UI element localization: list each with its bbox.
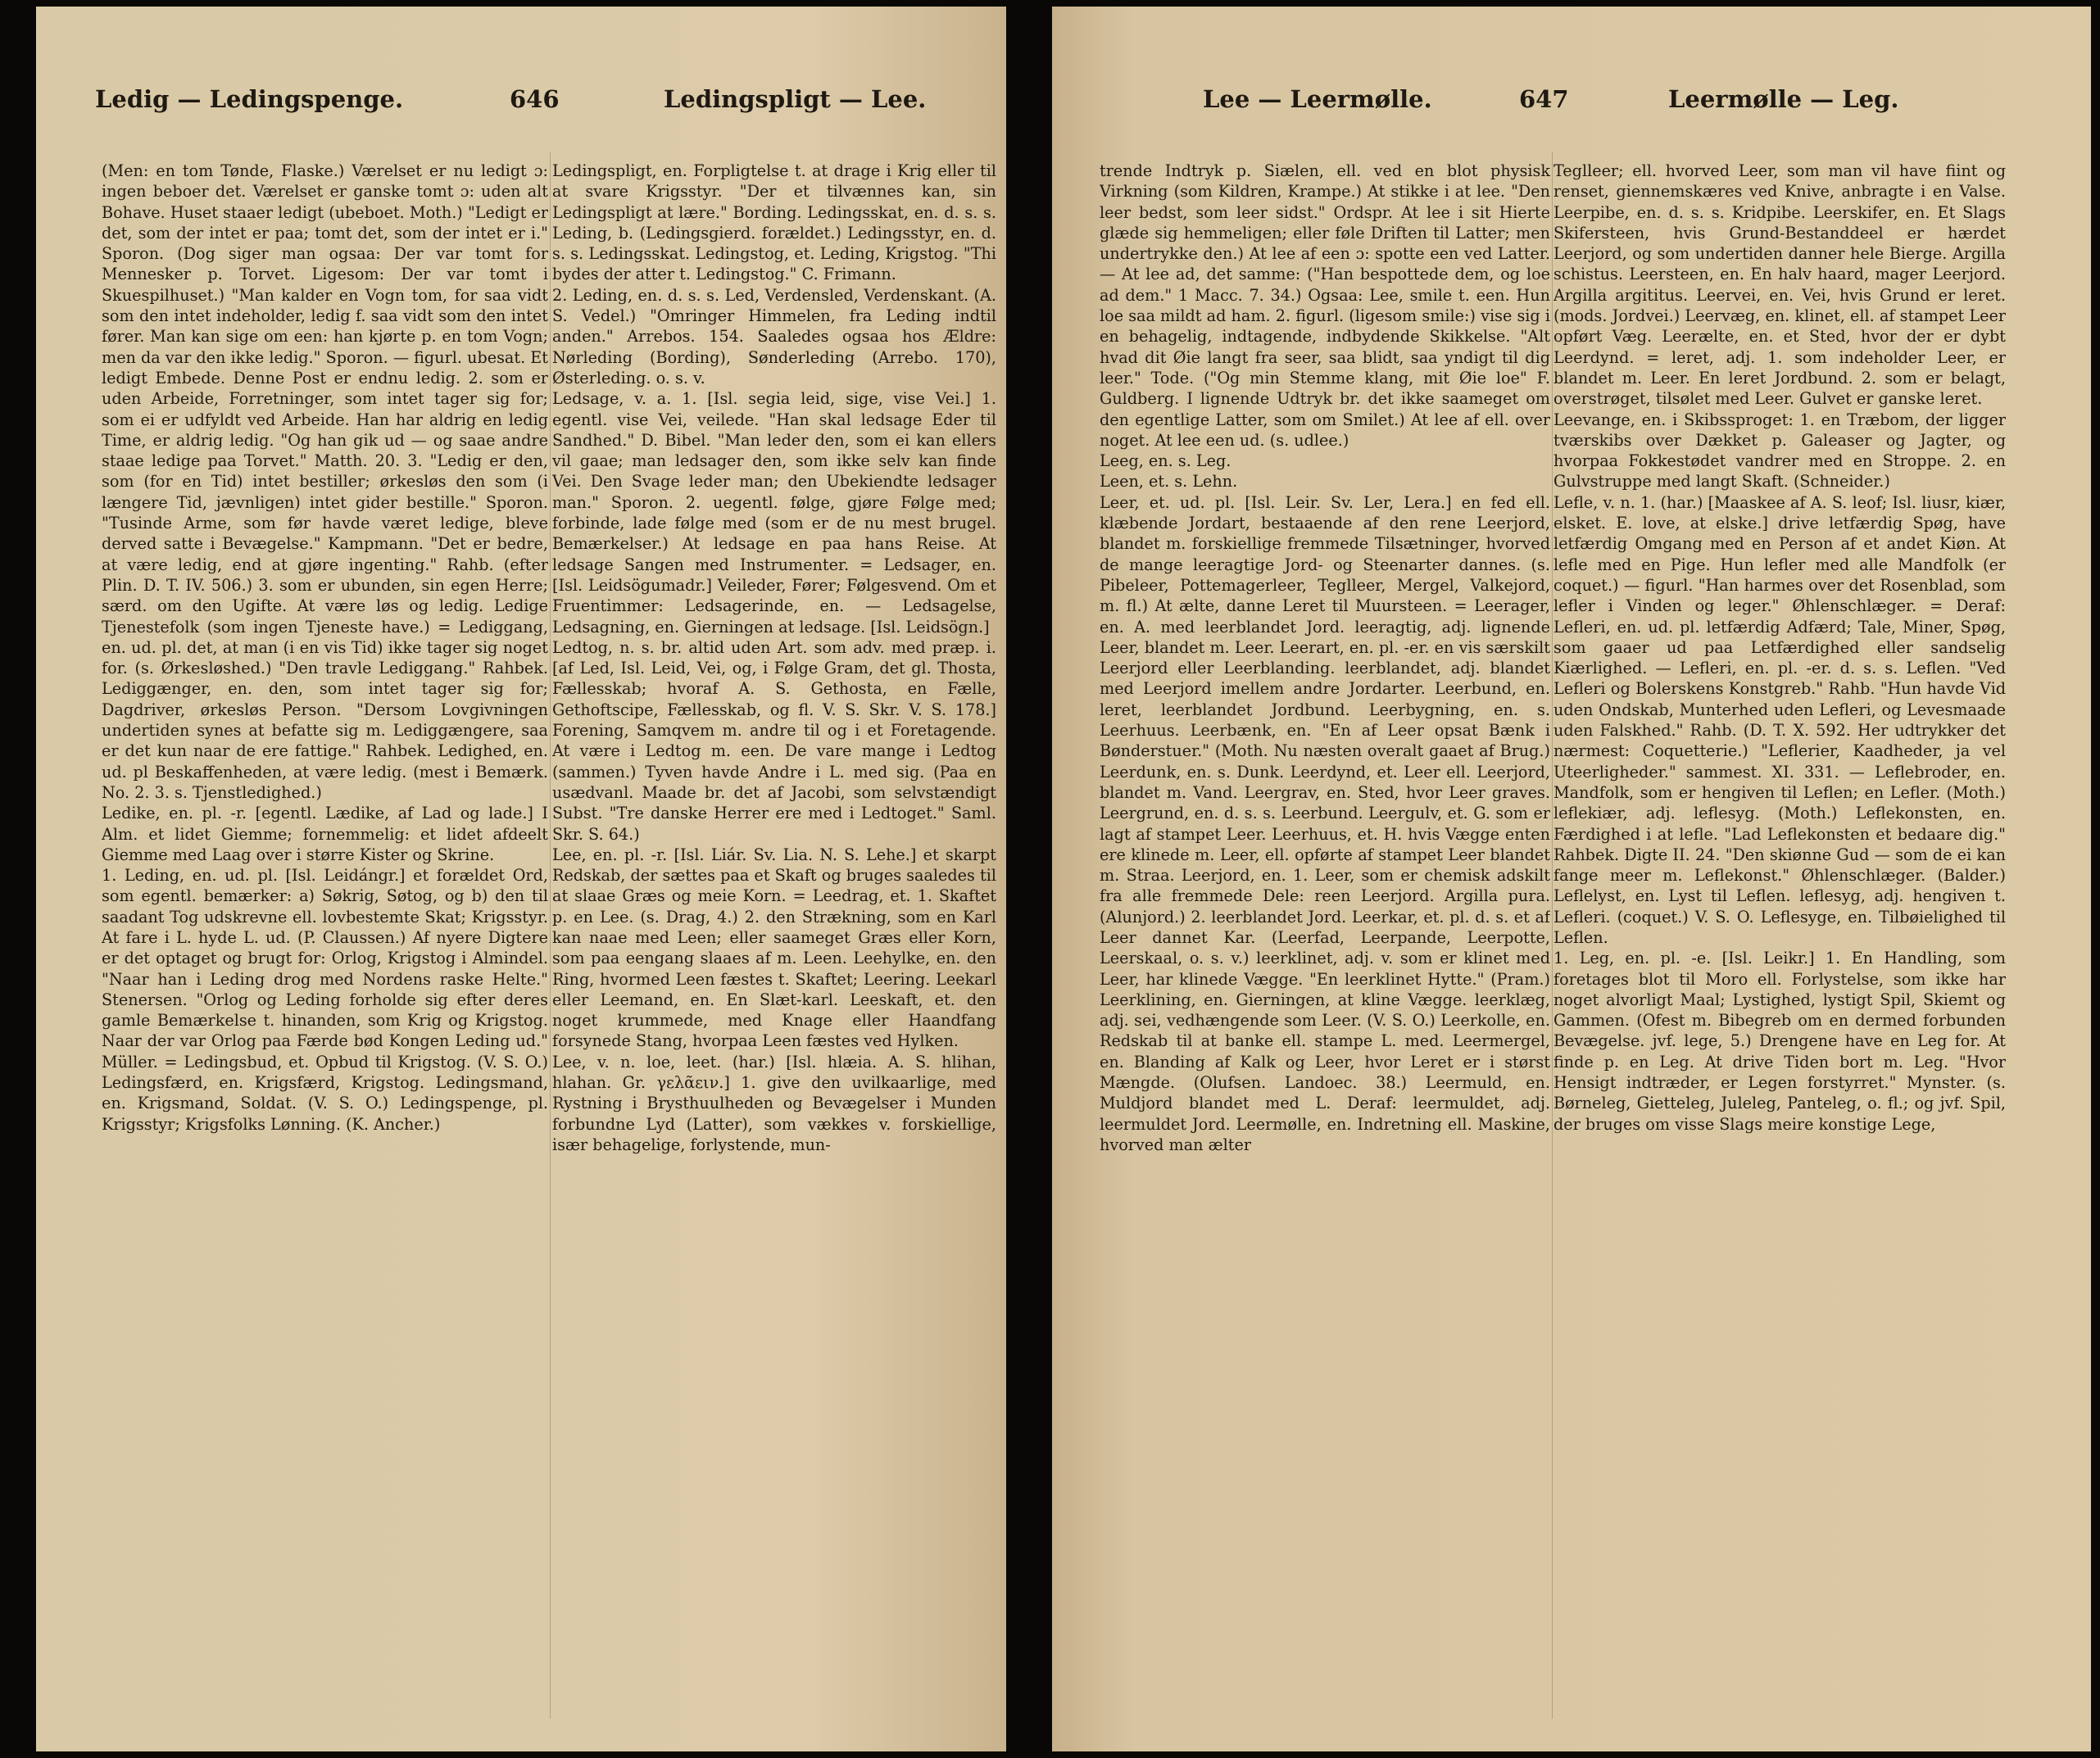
dictionary-entry: 1. Leg, en. pl. -e. [Isl. Leikr.] 1. En Handling, som foretages blot til Moro ell. Forlystelse, som ikke har noget alvorligt Maal; Lystighed, lystigt Spil, Skiemt og Gammen. (Ofest m. Bibegreb om en dermed forbunden Bevægelse. jvf. lege, 5.) Drengene have en Leg for. At finde p. en Leg. At drive Tiden bort m. Leg. "Hvor Hensigt indtræder, er Legen forstyrret." Mynster. (s. Børneleg, Gietteleg, Juleleg, Panteleg, o. fl.; og jvf. Spil, der bruges om visse Slags meire konstige Lege, (1553, 949, 2006, 1134)
text-column-2 (1553, 161, 2006, 1725)
dictionary-entry: (Men: en tom Tønde, Flaske.) Værelset er nu ledigt ɔ: ingen beboer det. Værelset er ganske tomt ɔ: uden alt Bohave. Huset staaer ledigt (ubeboet. Moth.) "Ledigt er det, som der intet er paa; tomt det, som der intet er i." Sporon. (Dog siger man ogsaa: Der var tomt for Mennesker p. Torvet. Ligesom: Der var tomt i Skuespilhuset.) "Man kalder en Vogn tom, for saa vidt som den intet indeholder, ledig f. saa vidt som den intet fører. Man kan sige om een: han kjørte p. en tom Vogn; men da var den ikke ledig." Sporon. — figurl. ubesat. Et ledigt Embede. Denne Post er endnu ledig. 2. som er uden Arbeide, Forretninger, som intet tager sig for; som ei er udfyldt ved Arbeide. Han har aldrig en ledig Time, er aldrig ledig. "Og han gik ud — og saae andre staae ledige paa Torvet." Matth. 20. 3. "Ledig er den, som (for en Tid) intet bestiller; ørkesløs den som (i længere Tid, jævnligen) intet gider bestille." Sporon. "Tusinde Arme, som før havde været ledige, bleve derved satte i Bevægelse." Kampmann. "Det er bedre, at være ledig, end at gjøre ingenting." Rahb. (efter Plin. D. T. IV. 506.) 3. som er ubunden, sin egen Herre; særd. om den Ugifte. At være løs og ledig. Ledige Tjenestefolk (som ingen Tjeneste have.) = Lediggang, en. ud. pl. det, at man (i en vis Tid) ikke tager sig noget for. (s. Ørkesløshed.) "Den travle Lediggang." Rahbek. Lediggænger, en. den, som intet tager sig for; Dagdriver, ørkesløs Person. "Dersom Lovgivningen undertiden synes at befatte sig m. Lediggængere, saa er det kun naar de ere fattige." Rahbek. Ledighed, en. ud. pl Beskaffenheden, at være ledig. (mest i Bemærk. No. 2. 3. s. Tjenstledighed.) (102, 161, 548, 802)
header-left-catchword: Ledig — Ledingspenge. (95, 85, 404, 113)
text-column-2 (552, 161, 996, 1725)
page-number: 646 (510, 85, 560, 113)
left-page (36, 7, 1006, 1751)
dictionary-entry: 1. Leding, en. ud. pl. [Isl. Leidángr.] et forældet Ord, som egentl. bemærker: a) Søkrig, Søtog, og b) den til saadant Tog udskrevne ell. lovbestemte Skat; Krigsstyr. At fare i L. hyde L. ud. (P. Claussen.) Af nyere Digtere er det optaget og brugt for: Orlog, Krigstog i Almindel. "Naar han i Leding drog med Nordens raske Helte." Stenersen. "Orlog og Leding forholde sig efter deres gamle Bemærkelse t. hinanden, som Krig og Krigstog. Naar der var Orlog paa Færde bød Kongen Leding ud." Müller. = Ledingsbud, et. Opbud til Krigstog. (V. S. O.) Ledingsfærd, en. Krigsfærd, Krigstog. Ledingsmand, en. Krigsmand, Soldat. (V. S. O.) Ledingspenge, pl. Krigsstyr; Krigsfolks Lønning. (K. Ancher.) (102, 866, 548, 1134)
header-right-catchword: Leermølle — Leg. (1668, 85, 1899, 113)
text-column-1 (1100, 161, 1550, 1725)
dictionary-entry: Ledsage, v. a. 1. [Isl. segia leid, sige, vise Vei.] 1. egentl. vise Vei, veilede. "Han skal ledsage Eder til Sandhed." D. Bibel. "Man leder den, som ei kan ellers vil gaae; man ledsager den, som ikke selv kan finde Vei. Den Svage leder man; den Ubekiendte ledsager man." Sporon. 2. uegentl. følge, gjøre Følge med; forbinde, lade følge med (som er de nu mest brugel. Bemærkelser.) At ledsage en paa hans Reise. At ledsage Sangen med Instrumenter. = Ledsager, en. [Isl. Leidsögumadr.] Veileder, Fører; Følgesvend. Om et Fruentimmer: Ledsagerinde, en. — Ledsagelse, Ledsagning, en. Gierningen at ledsage. [Isl. Leidsögn.] (552, 389, 996, 637)
dictionary-entry: trende Indtryk p. Siælen, ell. ved en blot physisk Virkning (som Kildren, Krampe.) At stikke i at lee. "Den leer bedst, som leer sidst." Ordspr. At lee i sit Hierte glæde sig hemmeligen; eller føle Driften til Latter; men undertrykke den.) At lee af een ɔ: spotte een ved Latter. — At lee ad, det samme: ("Han bespottede dem, og loe ad dem." 1 Macc. 7. 34.) Ogsaa: Lee, smile t. een. Hun loe saa mildt ad ham. 2. figurl. (ligesom smile:) vise sig i en behagelig, indtagende, indbydende Skikkelse. "Alt hvad dit Øie langt fra seer, saa blidt, saa yndigt til dig leer." Tode. ("Og min Stemme klang, mit Øie loe" F. Guldberg. I lignende Udtryk br. det ikke saameget om den egentlige Latter, som om Smilet.) At lee af ell. over noget. At lee een ud. (s. udlee.) (1100, 161, 1550, 450)
dictionary-entry: Lee, en. pl. -r. [Isl. Liár. Sv. Lia. N. S. Lehe.] et skarpt Redskab, der sættes paa et Skaft og bruges saaledes til at slaae Græs og meie Korn. = Leedrag, et. 1. Skaftet p. en Lee. (s. Drag, 4.) 2. den Strækning, som en Karl kan naae med Leen; eller saameget Græs eller Korn, som paa eengang slaaes af m. Leen. Leehylke, en. den Ring, hvormed Leen fæstes t. Skaftet; Leering. Leekarl eller Leemand, en. En Slæt-karl. Leeskaft, et. den noget krummede, med Knage eller Haandfang forsynede Stang, hvorpaa Leen fæstes ved Hylken. (552, 845, 996, 1051)
column-divider (550, 152, 551, 1719)
dictionary-entry: Lefle, v. n. 1. (har.) [Maaskee af A. S. leof; Isl. liusr, kiær, elsket. E. love, at elske.] drive letfærdig Spøg, have letfærdig Omgang med en Person af et andet Kiøn. At lefle med en Pige. Hun lefler med alle Mandfolk (er coquet.) — figurl. "Han harmes over det Rosenblad, som lefler i Vinden og leger." Øhlenschlæger. = Deraf: Lefleri, en. ud. pl. letfærdig Adfærd; Tale, Miner, Spøg, som gaaer ud paa Letfærdighed eller sandselig Kiærlighed. — Lefleri, en. pl. -er. d. s. s. Leflen. "Ved Lefleri og Bolerskens Konstgreb." Rahb. "Hun havde Vid uden Ondskab, Munterhed uden Lefleri, og Levesmaade uden Falskhed." Rahb. (D. T. X. 592. Her udtrykker det nærmest: Coquetterie.) "Leflerier, Kaadheder, ja vel Uteerligheder." sammest. XI. 331. — Leflebroder, en. Mandfolk, som er hengiven til Leflen; en Lefler. (Moth.) leflekiær, adj. leflesyg. (Moth.) Leflekonsten, en. Færdighed i at lefle. "Lad Leflekonsten et bedaare dig." Rahbek. Digte II. 24. "Den skiønne Gud — som de ei kan fange meer m. Leflekonst." Øhlenschlæger. (Balder.) Leflelyst, en. Lyst til Leflen. leflesyg, adj. hengiven t. Lefleri. (coquet.) V. S. O. Leflesyge, en. Tilbøielighed til Leflen. (1553, 492, 2006, 947)
header-left-catchword: Lee — Leermølle. (1203, 85, 1432, 113)
page-number: 647 (1519, 85, 1569, 113)
dictionary-entry: Leevange, en. i Skibssproget: 1. en Træbom, der ligger tværskibs over Dækket p. Galeaser og Jagter, og hvorpaa Fokkestødet vandrer med en Stroppe. 2. en Gulvstruppe med langt Skaft. (Schneider.) (1553, 410, 2006, 492)
page-header (1052, 85, 2091, 133)
dictionary-entry: Teglleer; ell. hvorved Leer, som man vil have fiint og renset, giennemskæres ved Knive, anbragte i en Valse. Leerpibe, en. d. s. s. Kridpibe. Leerskifer, en. Et Slags Skifersteen, hvis Grund-Bestanddeel er hærdet Leerjord, og som undertiden danner hele Bierge. Argilla schistus. Leersteen, en. En halv haard, mager Leerjord. Argilla argititus. Leervei, en. Vei, hvis Grund er leret. (mods. Jordvei.) Leervæg, en. klinet, ell. af stampet Leer opført Væg. Leerælte, en. et Sted, hvor der er dybt Leerdynd. = leret, adj. 1. som indeholder Leer, er blandet m. Leer. En leret Jordbund. 2. som er belagt, overstrøget, tilsølet med Leer. Gulvet er ganske leret. (1553, 161, 2006, 409)
dictionary-entry: Lee, v. n. loe, leet. (har.) [Isl. hlæia. A. S. hlihan, hlahan. Gr. γελᾶειν.] 1. give den uvilkaarlige, med Rystning i Brysthuulheden og Bevægelser i Munden forbundne Lyd (Latter), som vækkes v. forskiellige, især behagelige, forlystende, mun- (552, 1052, 996, 1154)
text-column-1 (102, 161, 548, 1725)
dictionary-entry: Leen, et. s. Lehn. (1100, 472, 1238, 492)
dictionary-entry: Leeg, en. s. Leg. (1100, 451, 1231, 471)
dictionary-entry: Ledike, en. pl. -r. [egentl. Lædike, af Lad og lade.] I Alm. et lidet Giemme; fornemmelig: et lidet afdeelt Giemme med Laag over i større Kister og Skrine. (102, 804, 548, 864)
header-right-catchword: Ledingspligt — Lee. (664, 85, 927, 113)
dictionary-entry: 2. Leding, en. d. s. s. Led, Verdensled, Verdenskant. (A. S. Vedel.) "Omringer Himmelen, fra Leding indtil anden." Arrebos. 154. Saaledes ogsaa hos Ældre: Nørleding (Bording), Sønderleding (Arrebo. 170), Østerleding. o. s. v. (552, 285, 996, 387)
right-page (1052, 7, 2091, 1751)
dictionary-entry: Ledingspligt, en. Forpligtelse t. at drage i Krig eller til at svare Krigsstyr. "Der et tilvænnes kan, sin Ledingspligt at lære." Bording. Ledingsskat, en. d. s. s. Leding, b. (Ledingsgierd. forældet.) Ledingsstyr, en. d. s. s. Ledingsskat. Ledingstog, et. Leding, Krigstog. "Thi bydes der atter t. Ledingstog." C. Frimann. (552, 161, 996, 284)
column-divider (1552, 152, 1553, 1719)
dictionary-entry: Leer, et. ud. pl. [Isl. Leir. Sv. Ler, Lera.] en fed ell. klæbende Jordart, bestaaende af den rene Leerjord, blandet m. forskiellige fremmede Tilsætninger, hvorved de mange leeragtige Jord- og Steenarter dannes. (s. Pibeleer, Pottemagerleer, Teglleer, Mergel, Valkejord, m. fl.) At ælte, danne Leret til Muursteen. = Leerager, en. A. med leerblandet Jord. leeragtig, adj. lignende Leer, blandet m. Leer. Leerart, en. pl. -er. en vis særskilt Leerjord eller Leerblanding. leerblandet, adj. blandet med Leerjord imellem andre Jordarter. Leerbund, en. leret, leerblandet Jordbund. Leerbygning, en. s. Leerhuus. Leerbænk, en. "En af Leer opsat Bænk i Bønderstuer." (Moth. Nu næsten overalt gaaet af Brug.) Leerdunk, en. s. Dunk. Leerdynd, et. Leer ell. Leerjord, blandet m. Vand. Leergrav, en. Sted, hvor Leer graves. Leergrund, en. d. s. s. Leerbund. Leergulv, et. G. som er lagt af stampet Leer. Leerhuus, et. H. hvis Vægge enten ere klinede m. Leer, ell. opførte af stampet Leer blandet m. Straa. Leerjord, en. 1. Leer, som er chemisk adskilt fra alle fremmede Dele: reen Leerjord. Argilla pura. (Alunjord.) 2. leerblandet Jord. Leerkar, et. pl. d. s. et af Leer dannet Kar. (Leerfad, Leerpande, Leerpotte, Leerskaal, o. s. v.) leerklinet, adj. v. som er klinet med Leer, har klinede Vægge. "En leerklinet Hytte." (Pram.) Leerklining, en. Gierningen, at kline Vægge. leerklæg, adj. sei, vedhængende som Leer. (V. S. O.) Leerkolle, en. Redskab til at banke ell. stampe L. med. Leermergel, en. Blanding af Kalk og Leer, hvor Leret er i størst Mængde. (Olufsen. Landoec. 38.) Leermuld, en. Muldjord blandet med L. Deraf: leermuldet, adj. leermuldet Jord. Leermølle, en. Indretning ell. Maskine, hvorved man ælter (1100, 492, 1550, 1154)
page-header (36, 85, 1006, 133)
dictionary-entry: Ledtog, n. s. br. altid uden Art. som adv. med præp. i. [af Led, Isl. Leid, Vei, og, i Følge Gram, det gl. Thosta, Fællesskab; hvoraf A. S. Gethosta, en Fælle, Gethoftscipe, Fællesskab, og fl. V. S. Skr. V. S. 178.] Forening, Samqvem m. andre til og i et Foretagende. At være i Ledtog m. een. De vare mange i Ledtog (sammen.) Tyven havde Andre i L. med sig. (Paa en usædvanl. Maade br. det af Jacobi, som selvstændigt Subst. "Tre danske Herrer ere med i Ledtoget." Saml. Skr. S. 64.) (552, 637, 996, 844)
